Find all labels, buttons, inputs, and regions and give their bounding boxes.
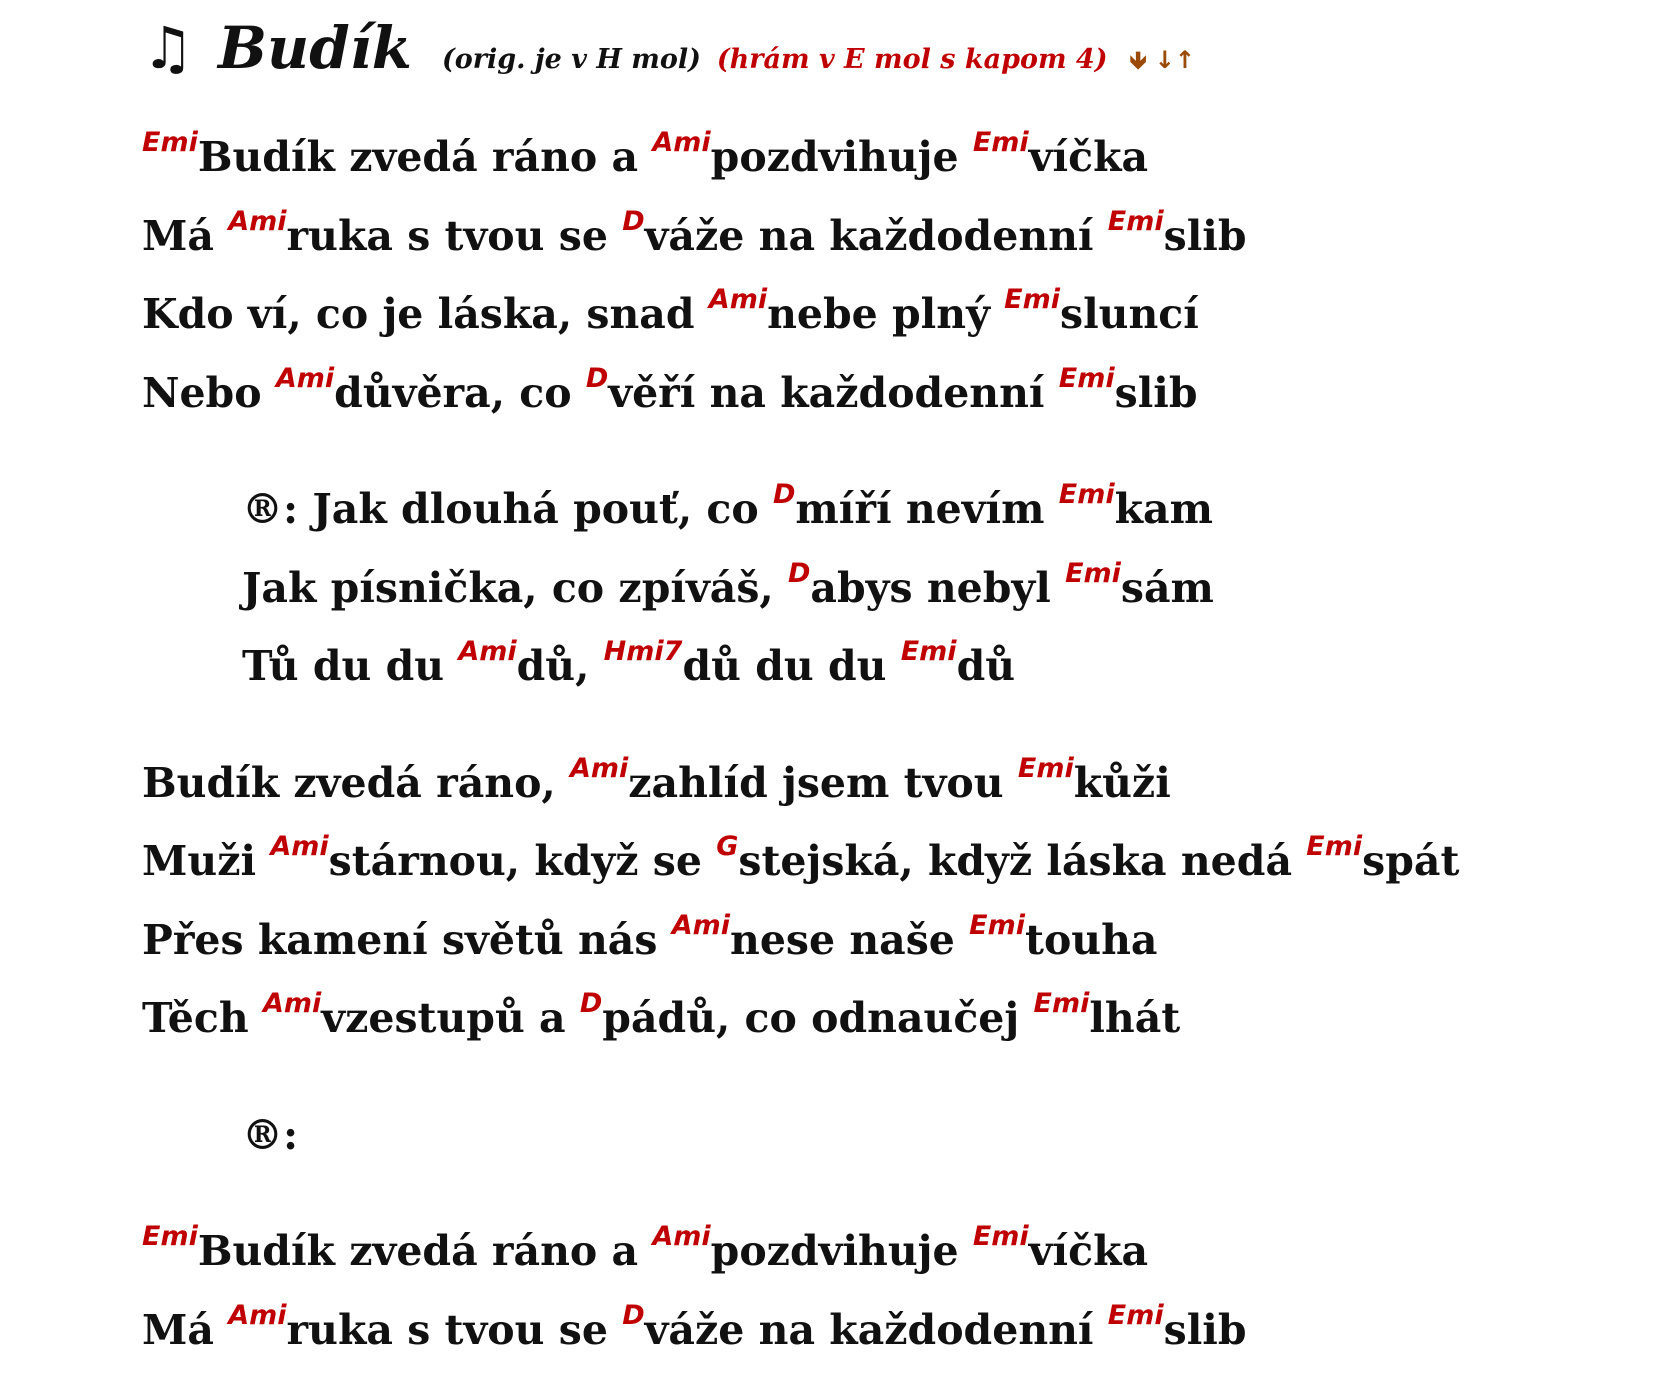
lyric-segment — [1017, 752, 1171, 807]
chord-label: Emi — [1017, 752, 1074, 784]
lyric-line — [142, 744, 1459, 823]
lyric-segment — [1058, 479, 1213, 533]
lyric-line — [142, 1291, 1459, 1370]
lyric-text: dů du du — [682, 642, 901, 690]
chord-label: Ami — [228, 1299, 287, 1331]
lyric-segment — [972, 127, 1149, 181]
lyric-segment — [622, 205, 1108, 260]
chord-label: D — [622, 205, 645, 237]
chord-label: D — [579, 988, 603, 1019]
lyric-line — [142, 275, 1459, 354]
lyric-segment — [142, 916, 672, 964]
lyric-segment — [1306, 831, 1460, 885]
lyric-line — [242, 470, 1459, 549]
transpose-down-icon[interactable]: 🡻 — [1129, 46, 1147, 74]
chord-label: D — [622, 1299, 645, 1331]
chord-label: Ami — [228, 205, 287, 237]
lyric-segment — [142, 759, 570, 807]
lyric-line — [142, 354, 1459, 433]
lyric-segment — [142, 127, 653, 181]
lyric-text: Těch — [142, 994, 263, 1042]
lyric-text: pádů, co odnaučej — [602, 994, 1034, 1042]
stanza-gap — [142, 432, 1459, 470]
lyric-text: kam — [1114, 485, 1213, 533]
lyric-text: slib — [1163, 211, 1247, 260]
lyric-text: dů, — [516, 642, 604, 690]
lyric-text: Muži — [142, 837, 271, 885]
lyric-line — [242, 549, 1459, 628]
lyric-segment — [142, 369, 276, 417]
lyric-text: ®: — [242, 1110, 299, 1159]
chord-label: Emi — [142, 1221, 198, 1252]
lyric-line — [142, 822, 1459, 901]
lyric-segment — [969, 909, 1158, 964]
lyric-segment — [671, 909, 970, 964]
lyric-text: pozdvihuje — [710, 1227, 973, 1275]
lyric-segment — [1033, 988, 1181, 1042]
lyric-text: lhát — [1089, 994, 1181, 1042]
lyric-text: nebe plný — [767, 290, 1005, 338]
chord-label: Ami — [458, 636, 517, 667]
lyric-line — [142, 118, 1459, 197]
chord-label: Emi — [1058, 362, 1115, 394]
lyric-text: dů — [956, 642, 1016, 690]
lyric-segment — [1107, 205, 1247, 260]
stanza-gap — [142, 1058, 1459, 1096]
chord-label: G — [716, 831, 739, 862]
lyric-segment — [603, 636, 901, 690]
lyric-text: míří nevím — [795, 485, 1059, 533]
chord-label: Emi — [1107, 1299, 1164, 1331]
chord-label: Ami — [270, 831, 329, 862]
lyric-segment — [242, 642, 458, 690]
lyric-text: slib — [1114, 368, 1198, 417]
lyric-text: stárnou, když se — [328, 837, 717, 885]
chord-label: D — [773, 479, 796, 510]
lyric-text: Budík zvedá ráno a — [197, 133, 653, 181]
lyric-segment — [569, 752, 1018, 807]
stanza-gap — [142, 1174, 1459, 1212]
lyric-text: váže na každodenní — [644, 1305, 1108, 1354]
lyric-line — [142, 197, 1459, 276]
lyric-segment — [652, 1221, 973, 1275]
lyric-text: zahlíd jsem tvou — [628, 758, 1018, 807]
chorus-block — [242, 470, 1459, 706]
lyric-line — [242, 1096, 1459, 1175]
verse-block — [142, 118, 1459, 432]
lyric-text: Budík zvedá ráno a — [197, 1227, 653, 1275]
chord-label: Emi — [900, 636, 957, 667]
lyric-text: nese naše — [730, 915, 970, 964]
lyric-text: kůži — [1073, 758, 1171, 807]
chord-label: Emi — [1058, 479, 1115, 510]
lyric-text: Jak písnička, co zpíváš, — [242, 563, 788, 612]
lyric-segment — [1058, 362, 1198, 417]
lyric-segment — [270, 831, 717, 885]
lyric-segment — [242, 564, 788, 612]
lyric-text: sám — [1120, 563, 1214, 612]
lyric-text: Budík zvedá ráno, — [142, 758, 570, 807]
chord-label: Emi — [969, 909, 1026, 941]
lyric-text: vzestupů a — [321, 994, 580, 1042]
chord-label: Ami — [275, 362, 335, 394]
lyric-text: ®: Jak dlouhá pouť, co — [242, 485, 773, 533]
chord-label: Emi — [1033, 988, 1090, 1019]
lyric-segment — [1004, 284, 1199, 338]
chord-label: Emi — [142, 127, 198, 158]
lyric-text: Tů du du — [242, 642, 459, 690]
lyric-segment — [262, 988, 580, 1042]
lyric-segment — [579, 988, 1034, 1042]
capo-key-note: (hrám v E mol s kapom 4) — [716, 44, 1108, 75]
lyric-segment — [142, 994, 263, 1042]
lyric-segment — [622, 1299, 1108, 1354]
lyric-segment — [458, 636, 604, 690]
lyric-segment — [787, 557, 1066, 612]
song-header — [142, 14, 1203, 84]
chord-label: Emi — [972, 127, 1029, 158]
lyric-segment — [900, 636, 1016, 690]
lyric-segment — [972, 1221, 1149, 1275]
lyric-line — [142, 979, 1459, 1058]
lyric-text: důvěra, co — [334, 368, 586, 417]
lyric-segment — [242, 1111, 298, 1159]
lyric-text: váže na každodenní — [644, 211, 1108, 260]
chord-label: Ami — [569, 752, 629, 784]
lyric-segment — [142, 290, 709, 338]
lyric-segment — [773, 479, 1059, 533]
chord-label: Emi — [972, 1221, 1029, 1252]
chord-label: Emi — [1004, 284, 1061, 315]
lyric-line — [142, 1212, 1459, 1291]
lyric-segment — [652, 127, 973, 181]
chord-label: D — [787, 557, 811, 589]
lyric-text: spát — [1362, 837, 1460, 885]
chord-label: Ami — [708, 284, 768, 315]
lyric-segment — [275, 362, 586, 417]
lyric-line — [142, 901, 1459, 980]
lyric-text: Přes kamení světů nás — [142, 915, 672, 964]
lyric-segment — [1065, 557, 1214, 612]
chord-label: Ami — [262, 988, 322, 1019]
lyric-text: slib — [1163, 1305, 1247, 1354]
lyric-text: Má — [142, 1305, 229, 1354]
chord-label: Ami — [652, 127, 711, 158]
lyrics-sheet — [142, 118, 1459, 1369]
chord-label: Ami — [652, 1221, 711, 1252]
lyric-text: Kdo ví, co je láska, snad — [142, 290, 709, 338]
lyric-segment — [142, 1306, 228, 1354]
lyric-segment — [716, 831, 1307, 885]
lyric-segment — [142, 212, 228, 260]
lyric-segment — [242, 485, 773, 533]
chord-label: Hmi7 — [603, 636, 683, 667]
chorus-block — [242, 1096, 1459, 1175]
lyric-segment — [708, 284, 1005, 338]
lyric-text: ruka s tvou se — [286, 211, 623, 260]
original-key-note: (orig. je v H mol) — [441, 44, 701, 75]
verse-block — [142, 1212, 1459, 1369]
lyric-text: Nebo — [142, 368, 276, 417]
transpose-toggle-icon[interactable]: ↓↑ — [1154, 46, 1195, 74]
chord-label: D — [585, 362, 609, 394]
lyric-text: abys nebyl — [810, 563, 1066, 612]
lyric-text: věří na každodenní — [608, 368, 1059, 417]
lyric-segment — [585, 362, 1059, 417]
lyric-text: víčka — [1028, 133, 1149, 181]
lyric-segment — [142, 837, 270, 885]
lyric-text: pozdvihuje — [710, 133, 973, 181]
lyric-segment — [142, 1221, 653, 1275]
verse-block — [142, 744, 1459, 1058]
lyric-text: víčka — [1028, 1227, 1149, 1275]
chord-label: Ami — [671, 909, 731, 941]
lyric-line — [242, 627, 1459, 706]
lyric-text: touha — [1025, 915, 1158, 964]
lyric-segment — [1107, 1299, 1247, 1354]
lyric-segment — [228, 1299, 623, 1354]
chord-label: Emi — [1107, 205, 1164, 237]
song-title: Budík — [218, 14, 412, 82]
chord-label: Emi — [1065, 557, 1121, 589]
lyric-text: stejská, když láska nedá — [738, 837, 1307, 885]
lyric-text: sluncí — [1060, 290, 1199, 338]
music-note-icon: ♫ — [142, 14, 194, 82]
lyric-segment — [228, 205, 623, 260]
stanza-gap — [142, 706, 1459, 744]
chord-label: Emi — [1306, 831, 1363, 862]
lyric-text: ruka s tvou se — [286, 1305, 623, 1354]
lyric-text: Má — [142, 211, 229, 260]
